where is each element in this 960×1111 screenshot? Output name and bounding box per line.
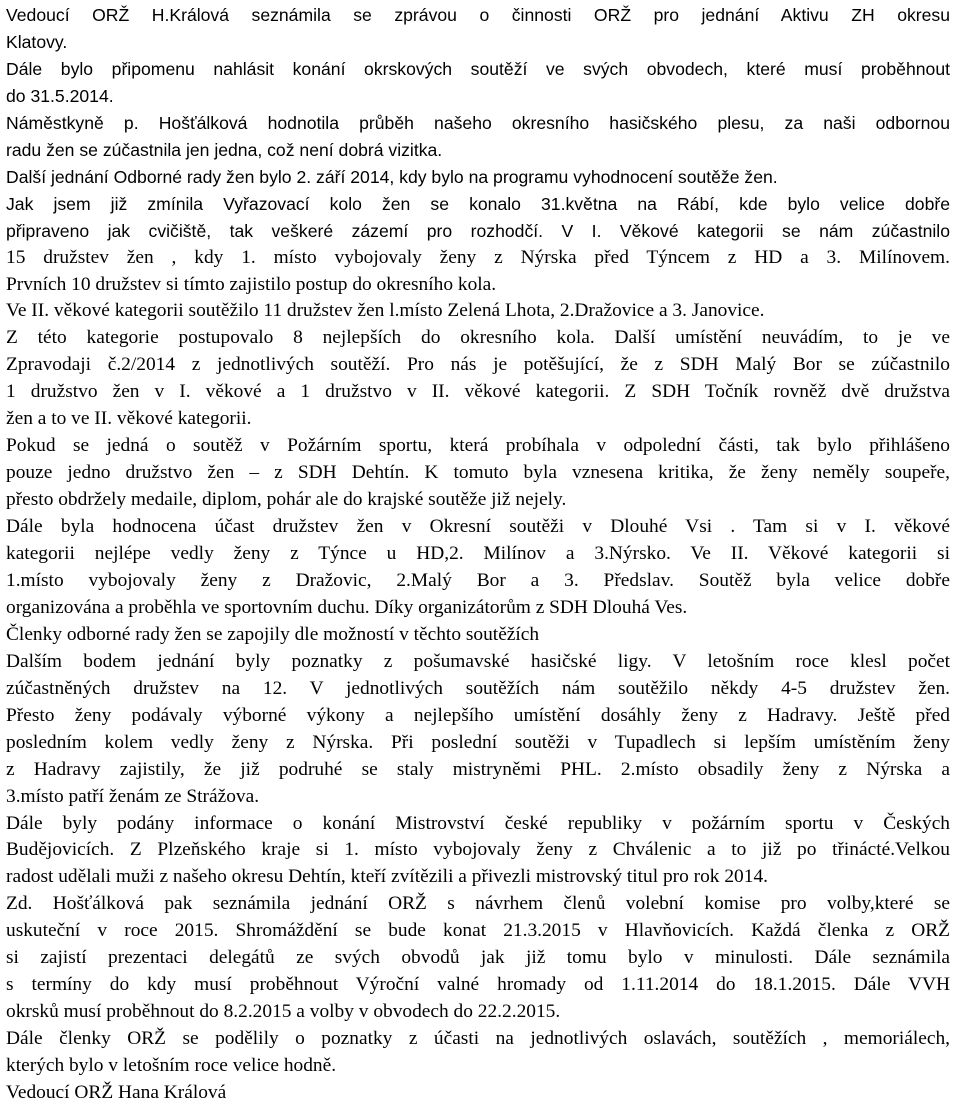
text-line: připraveno jak cvičiště, tak veškeré zázemí pro rozhodčí. V I. Věkové kategorii se nám zúčastnilo (6, 220, 950, 241)
text-line: Dalším bodem jednání byly poznatky z pošumavské hasičské ligy. V letošním roce klesl počet (6, 650, 950, 672)
text-line: s termíny do kdy musí proběhnout Výroční valné hromady od 1.11.2014 do 18.1.2015. Dále VVH (6, 974, 950, 996)
text-line: posledním kolem vedly ženy z Nýrska. Při poslední soutěži v Tupadlech si lepším umístěním ženy (6, 731, 950, 753)
text-line: 15 družstev žen , kdy 1. místo vybojovaly ženy z Nýrska před Týncem z HD a 3. Milínovem. (6, 246, 950, 268)
text-line: Ve II. věkové kategorii soutěžilo 11 družstev žen l.místo Zelená Lhota, 2.Dražovice a 3. Janovice. (6, 300, 765, 322)
text-line: přesto obdržely medaile, diplom, pohár ale do krajské soutěže již nejely. (6, 489, 567, 511)
text-line: Z této kategorie postupovalo 8 nejlepších do okresního kola. Další umístění neuvádím, to je ve (6, 327, 950, 349)
text-line: Další jednání Odborné rady žen bylo 2. září 2014, kdy bylo na programu vyhodnocení soutěže žen. (6, 166, 778, 187)
text-line: Vedoucí ORŽ H.Králová seznámila se zprávou o činnosti ORŽ pro jednání Aktivu ZH okresu (6, 5, 950, 25)
text-line: Budějovicích. Z Plzeňského kraje si 1. místo vybojovaly ženy z Chválenic a to již po třinácté.Velkou (6, 839, 950, 861)
text-line: z Hadravy zajistily, že již podruhé se staly mistryněmi PHL. 2.místo obsadily ženy z Nýrska a (6, 758, 950, 780)
text-line: organizována a proběhla ve sportovním duchu. Díky organizátorům z SDH Dlouhá Ves. (6, 596, 688, 618)
text-line: Členky odborné rady žen se zapojily dle možností v těchto soutěžích (6, 623, 540, 645)
text-line: Dále byla hodnocena účast družstev žen v Okresní soutěži v Dlouhé Vsi . Tam si v I. věkové (6, 516, 950, 538)
text-line: si zajistí prezentaci delegátů ze svých obvodů jak již tomu bylo v minulosti. Dále seznámila (6, 947, 950, 969)
text-line: Zpravodaji č.2/2014 z jednotlivých soutěží. Pro nás je potěšující, že z SDH Malý Bor se zúčastnilo (6, 354, 950, 376)
text-line: radu žen se zúčastnila jen jedna, což není dobrá vizitka. (6, 139, 443, 160)
text-line: Prvních 10 družstev si tímto zajistilo postup do okresního kola. (6, 273, 497, 295)
text-line: okrsků musí proběhnout do 8.2.2015 a volby v obvodech do 22.2.2015. (6, 1001, 561, 1023)
text-line: Dále byly podány informace o konání Mistrovství české republiky v požárním sportu v Českých (6, 812, 950, 834)
text-line: Dále bylo připomenu nahlásit konání okrskových soutěží ve svých obvodech, které musí proběhnout (6, 58, 950, 79)
text-line: 1.místo vybojovaly ženy z Dražovic, 2.Malý Bor a 3. Předslav. Soutěž byla velice dobře (6, 569, 950, 591)
text-line: Přesto ženy podávaly výborné výkony a nejlepšího umístění dosáhly ženy z Hadravy. Ještě před (6, 704, 950, 726)
text-line: Jak jsem již zmínila Vyřazovací kolo žen se konalo 31.května na Rábí, kde bylo velice dobře (6, 193, 950, 214)
signature-line: Vedoucí ORŽ Hana Králová (6, 1082, 227, 1103)
text-line: Dále členky ORŽ se podělily o poznatky z účasti na jednotlivých oslavách, soutěžích , memoriálech, (6, 1028, 950, 1050)
text-line: do 31.5.2014. (6, 85, 114, 106)
text-line: 1 družstvo žen v I. věkové a 1 družstvo v II. věkové kategorii. Z SDH Točník rovněž dvě družstva (6, 381, 950, 403)
text-line: kategorii nejlépe vedly ženy z Týnce u HD,2. Milínov a 3.Nýrsko. Ve II. Věkové kategorii si (6, 543, 950, 564)
text-line: radost udělali muži z našeho okresu Dehtín, kteří zvítězili a přivezli mistrovský titul pro rok 2014. (6, 866, 768, 888)
text-line: Náměstkyně p. Hošťálková hodnotila průběh našeho okresního hasičského plesu, za naši odbornou (6, 112, 950, 133)
text-line: pouze jedno družstvo žen – z SDH Dehtín. K tomuto byla vznesena kritika, že ženy neměly soupeře, (6, 462, 950, 484)
text-line: 3.místo patří ženám ze Strážova. (6, 785, 260, 807)
text-line: žen a to ve II. věkové kategorii. (6, 408, 252, 430)
text-line: kterých bylo v letošním roce velice hodně. (6, 1055, 337, 1077)
text-line: Klatovy. (6, 31, 68, 52)
text-line: Pokud se jedná o soutěž v Požárním sportu, která probíhala v odpolední části, tak bylo přihlášeno (6, 435, 950, 457)
text-line: Zd. Hošťálková pak seznámila jednání ORŽ s návrhem členů volební komise pro volby,které se (6, 893, 950, 915)
text-line: zúčastněných družstev na 12. V jednotlivých soutěžích nám soutěžilo někdy 4-5 družstev žen. (6, 677, 950, 699)
text-line: uskuteční v roce 2015. Shromáždění se bude konat 21.3.2015 v Hlavňovicích. Každá členka z ORŽ (6, 920, 950, 942)
